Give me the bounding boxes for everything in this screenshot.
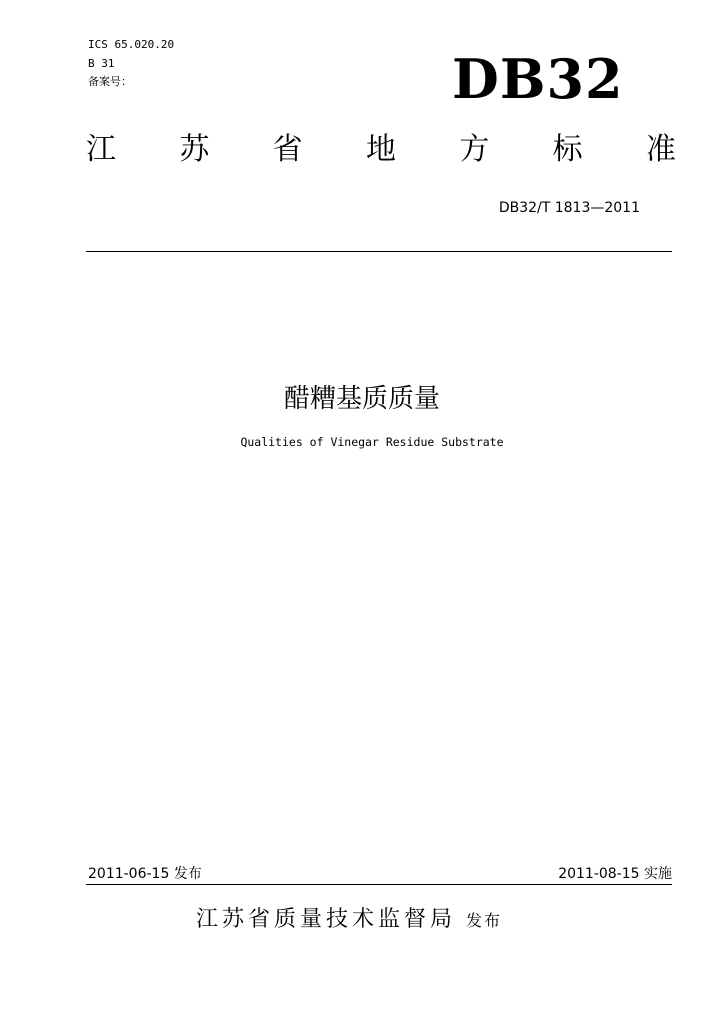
issue-date: 2011-06-15 发布 (88, 866, 202, 882)
standard-type-char: 省 (272, 132, 303, 167)
standard-type-char: 标 (552, 132, 583, 167)
standard-type-heading (86, 130, 676, 170)
ics-code: ICS 65.020.20 (88, 38, 175, 51)
standard-type-char: 地 (365, 132, 396, 167)
implementation-date: 2011-08-15 实施 (558, 866, 672, 882)
top-divider (86, 251, 672, 252)
document-title-chinese: 醋糟基质质量 (283, 384, 440, 414)
issuer-suffix: 发布 (466, 911, 503, 930)
document-title-english: Qualities of Vinegar Residue Substrate (240, 435, 504, 449)
standard-logo: DB32 (452, 47, 624, 111)
classification-code: B 31 (88, 57, 115, 70)
issuing-authority (196, 904, 502, 937)
standard-type-char: 江 (86, 132, 116, 167)
standard-type-char: 苏 (179, 132, 210, 167)
issuer-name: 江苏省质量技术监督局 (196, 907, 457, 932)
standard-type-char: 准 (645, 132, 676, 167)
bottom-divider (86, 884, 672, 885)
standard-type-char: 方 (459, 132, 490, 167)
filing-number-label: 备案号： (88, 75, 132, 88)
standard-number: DB32/T 1813—2011 (498, 200, 640, 216)
